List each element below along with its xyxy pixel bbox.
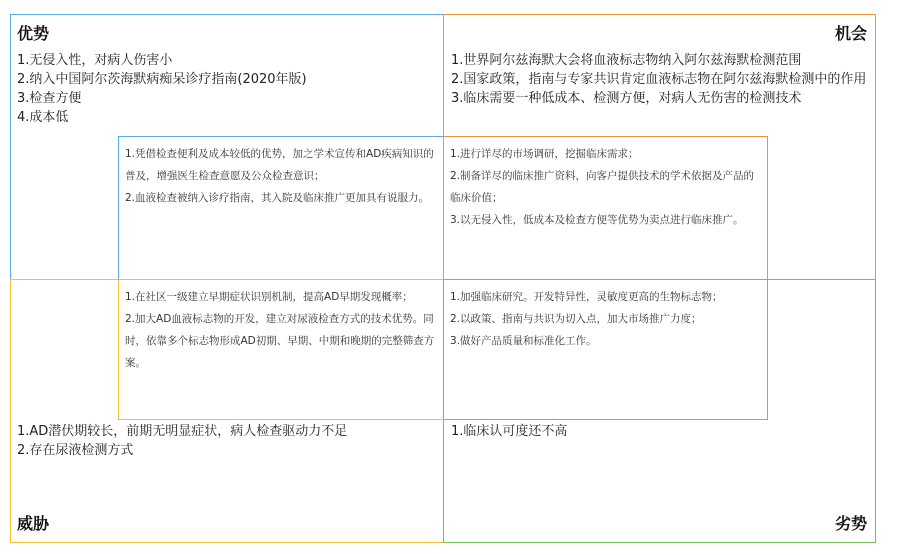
strategy-item: 1.凭借检查便利及成本较低的优势，加之学术宣传和AD疾病知识的普及，增强医生检查意愿及公众检查意识； — [125, 148, 434, 182]
wt-strategy-box — [444, 280, 768, 420]
strategy-item: 2.血液检查被纳入诊疗指南，其入院及临床推广更加具有说服力。 — [125, 192, 430, 204]
list-item: 2.存在尿液检测方式 — [17, 443, 134, 458]
list-item: 1.临床认可度还不高 — [451, 424, 568, 439]
wo-strategy-box — [444, 136, 768, 280]
strategy-item: 2.制备详尽的临床推广资料，向客户提供技术的学术依据及产品的临床价值； — [450, 170, 755, 204]
strategy-item: 3.做好产品质量和标准化工作。 — [450, 335, 597, 347]
list-item: 3.临床需要一种低成本、检测方便，对病人无伤害的检测技术 — [451, 91, 802, 106]
list-item: 2.纳入中国阿尔茨海默病痴呆诊疗指南(2020年版) — [17, 72, 307, 87]
strength-title: 优势 — [17, 24, 50, 43]
list-item: 1.AD潜伏期较长，前期无明显症状，病人检查驱动力不足 — [17, 424, 348, 439]
strength-list — [17, 51, 437, 127]
st-strategy-box — [118, 280, 444, 420]
strategy-item: 1.进行详尽的市场调研，挖掘临床需求； — [450, 148, 639, 160]
weakness-title: 劣势 — [834, 514, 867, 533]
weakness-list — [451, 422, 869, 441]
strategy-item: 2.加大AD血液标志物的开发，建立对尿液检查方式的技术优势。同时，依靠多个标志物形成AD初期、早期、中期和晚期的完整筛查方案。 — [125, 313, 435, 369]
strategy-item: 1.加强临床研究。开发特异性，灵敏度更高的生物标志物； — [450, 291, 723, 303]
threat-list — [17, 422, 437, 460]
strategy-item: 2.以政策、指南与共识为切入点，加大市场推广力度； — [450, 313, 702, 325]
strategy-item: 1.在社区一级建立早期症状识别机制，提高AD早期发现概率； — [125, 291, 413, 303]
strategy-item: 3.以无侵入性，低成本及检查方便等优势为卖点进行临床推广。 — [450, 214, 744, 226]
so-strategy-box — [118, 136, 444, 280]
list-item: 4.成本低 — [17, 110, 69, 125]
list-item: 1.无侵入性，对病人伤害小 — [17, 53, 173, 68]
opportunity-title: 机会 — [834, 24, 867, 43]
list-item: 1.世界阿尔兹海默大会将血液标志物纳入阿尔兹海默检测范围 — [451, 53, 802, 68]
threat-title: 威胁 — [17, 514, 50, 533]
opportunity-list — [451, 51, 869, 108]
list-item: 3.检查方便 — [17, 91, 82, 106]
list-item: 2.国家政策，指南与专家共识肯定血液标志物在阿尔兹海默检测中的作用 — [451, 72, 867, 87]
